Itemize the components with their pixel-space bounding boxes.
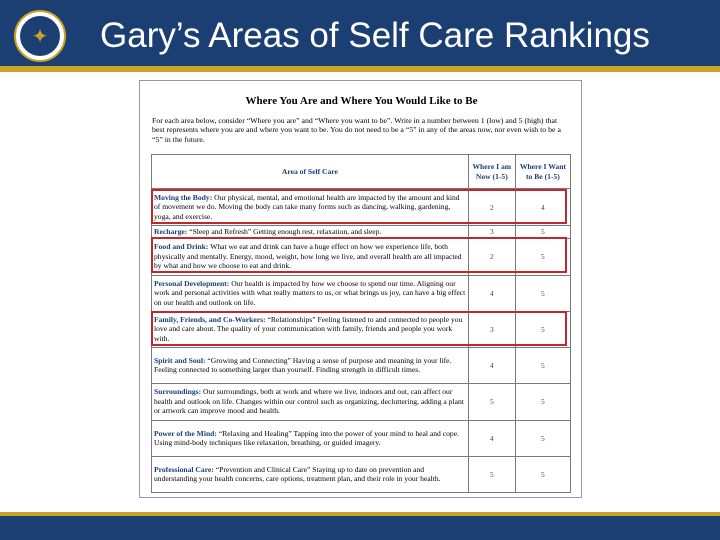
area-description: “Prevention and Clinical Care” Staying up to date on prevention and understanding your health concerns, care options, treatment plan, and their role in your health. (154, 464, 441, 483)
area-name: Moving the Body: (154, 192, 213, 202)
column-header-area: Area of Self Care (152, 155, 469, 189)
highlight-family-friends (151, 311, 567, 346)
area-description: “Relationships” Feeling listened to and connected to people you love and care about. The quality of your communication with family, friends and people you work with. (154, 314, 463, 343)
area-cell (152, 420, 469, 456)
rating-now: 5 (468, 456, 515, 492)
rating-now: 4 (468, 420, 515, 456)
table-row (152, 347, 571, 383)
area-description: “Growing and Connecting” Having a sense of purpose and meaning in your life. Feeling connected to something larger than yourself. Finding strength in difficult times. (154, 355, 452, 374)
rating-want: 4 (515, 189, 570, 226)
header-accent-stripe (0, 66, 720, 72)
rating-now: 2 (468, 189, 515, 226)
table-row (152, 383, 571, 420)
highlight-moving-the-body (151, 189, 567, 224)
rating-now: 4 (468, 275, 515, 311)
rating-want: 5 (515, 347, 570, 383)
table-row (152, 275, 571, 311)
highlight-food-and-drink (151, 237, 567, 273)
area-description: Our physical, mental, and emotional health are impacted by the amount and kind of movement we do. Moving the body can take many forms such as dancing, walking, gardening, yoga, and exercise. (154, 192, 460, 221)
area-name: Power of the Mind: (154, 428, 217, 438)
self-care-worksheet (139, 80, 582, 498)
area-cell (152, 347, 469, 383)
area-name: Surroundings: (154, 387, 202, 397)
rating-now: 2 (468, 238, 515, 275)
rating-want: 5 (515, 383, 570, 420)
area-name: Food and Drink: (154, 242, 209, 252)
area-name: Spirit and Soul: (154, 355, 206, 365)
table-header-row (152, 155, 571, 189)
worksheet-title: Where You Are and Where You Would Like to Be (245, 95, 478, 107)
area-cell (152, 275, 469, 311)
table-row (152, 456, 571, 492)
area-name: Professional Care: (154, 464, 214, 474)
area-description: What we eat and drink can have a huge effect on how we experience life, both physically and mentally. Energy, mood, weight, how long we live, and overall health are all impacted by what and how we choose to eat and drink. (154, 242, 462, 271)
rating-want: 5 (515, 275, 570, 311)
rating-now: 4 (468, 347, 515, 383)
rating-want: 5 (515, 311, 570, 347)
seal-emblem: ✦ (20, 16, 60, 56)
worksheet-instructions: For each area below, consider “Where you are” and “Where you want to be”. Write in a number between 1 (low) and 5 (high) that best represents where you are and where you want to be. You do not need to be a “5” in any of the areas now, nor even wish to be a “5” in the future. (152, 116, 561, 144)
slide-title: Gary’s Areas of Self Care Rankings (100, 16, 650, 55)
area-description: Our health is impacted by how we choose to spend our time. Aligning our work and personal activities with what really matters to us, or what brings us joy, can have a big effect on our health and outlook on life. (154, 278, 466, 307)
footer-accent-stripe (0, 512, 720, 516)
area-name: Recharge: (154, 227, 188, 236)
area-cell (152, 456, 469, 492)
rating-now: 5 (468, 383, 515, 420)
rating-now: 3 (468, 311, 515, 347)
rating-now: 3 (468, 226, 515, 239)
area-description: Our surroundings, both at work and where we live, indoors and out, can affect our health and outlook on life. Changes within our control such as organizing, decluttering, adding a plant or artwork can improve mood and health. (154, 387, 464, 416)
rating-want: 5 (515, 226, 570, 239)
rating-want: 5 (515, 238, 570, 275)
column-header-now: Where I am Now (1-5) (468, 155, 515, 189)
area-name: Personal Development: (154, 278, 230, 288)
rating-want: 5 (515, 456, 570, 492)
column-header-want: Where I Want to Be (1-5) (515, 155, 570, 189)
area-description: “Relaxing and Healing” Tapping into the power of your mind to heal and cope. Using mind-body techniques like relaxation, breathing, or guided imagery. (154, 428, 459, 447)
area-name: Family, Friends, and Co-Workers: (154, 314, 266, 324)
area-description: “Sleep and Refresh” Getting enough rest, relaxation, and sleep. (187, 227, 382, 236)
area-cell (152, 383, 469, 420)
rating-want: 5 (515, 420, 570, 456)
slide-footer (0, 512, 720, 540)
table-row (152, 420, 571, 456)
va-seal-icon (14, 10, 66, 62)
